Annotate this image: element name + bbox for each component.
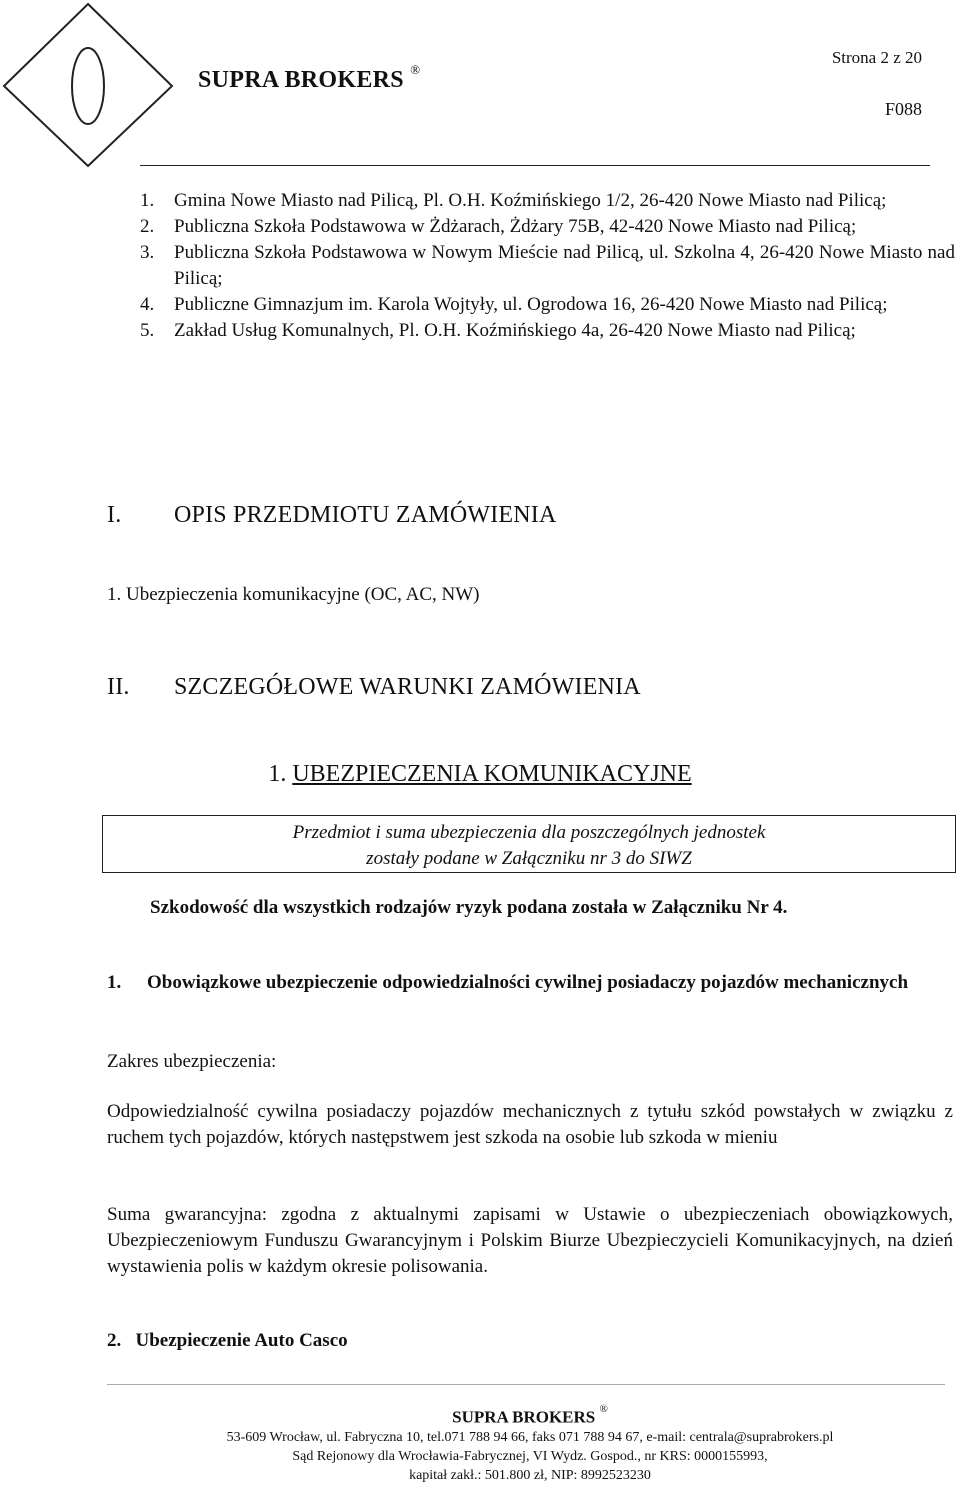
- scope-text: Odpowiedzialność cywilna posiadaczy pojazdów mechanicznych z tytułu szkód powstałych w związku z ruchem tych pojazdów, których następstwem jest szkoda na osobie lub szkoda w mieniu: [107, 1101, 953, 1148]
- page-number: Strona 2 z 20: [831, 48, 922, 67]
- sum-text: Suma gwarancyjna: zgodna z aktualnymi zapisami w Ustawie o ubezpieczeniach obowiązkowych, Ubezpieczeniowym Funduszu Gwarancyjnym i Polskim Biurze Ubezpieczycieli Komunikacyjnych, na dzień wystawienia polis w każdym okresie polisowania.: [107, 1204, 953, 1277]
- note-box: [102, 815, 956, 873]
- header-brand: SUPRA BROKERS ®: [198, 62, 421, 93]
- section-1-item: 1. Ubezpieczenia komunikacyjne (OC, AC, NW): [107, 584, 480, 605]
- footer-address: 53-609 Wrocław, ul. Fabryczna 10, tel.071 788 94 66, faks 071 788 94 67, e-mail: centrala@suprabrokers.pl: [226, 1430, 834, 1445]
- note-line: Przedmiot i suma ubezpieczenia dla poszczególnych jednostek: [292, 822, 766, 843]
- oc-heading: 1. Obowiązkowe ubezpieczenie odpowiedzialności cywilnej posiadaczy pojazdów mechanicznych: [107, 972, 909, 993]
- company-logo: [0, 0, 176, 170]
- list-item: 3. Publiczna Szkoła Podstawowa w Nowym Mieście nad Pilicą, ul. Szkolna 4, 26-420 Nowe Miasto nad Pilicą;: [140, 242, 955, 289]
- scope-label: Zakres ubezpieczenia:: [107, 1051, 277, 1072]
- list-item: 1. Gmina Nowe Miasto nad Pilicą, Pl. O.H. Koźmińskiego 1/2, 26-420 Nowe Miasto nad Pilicą;: [140, 190, 887, 211]
- registered-mark: ®: [410, 62, 421, 77]
- footer-brand: SUPRA BROKERS ®: [452, 1403, 608, 1427]
- footer-capital: kapitał zakł.: 501.800 zł, NIP: 8992523230: [409, 1468, 651, 1483]
- header-divider: [140, 165, 930, 166]
- footer-court: Sąd Rejonowy dla Wrocławia-Fabrycznej, VI Wydz. Gospod., nr KRS: 0000155993,: [292, 1449, 768, 1464]
- ac-heading: 2. Ubezpieczenie Auto Casco: [107, 1330, 348, 1351]
- list-item: 2. Publiczna Szkoła Podstawowa w Żdżarach, Żdżary 75B, 42-420 Nowe Miasto nad Pilicą;: [140, 216, 857, 237]
- footer-divider: [107, 1384, 945, 1385]
- section-1-heading: I. OPIS PRZEDMIOTU ZAMÓWIENIA: [107, 502, 557, 528]
- form-code: F088: [884, 99, 922, 119]
- subsection-title: 1. UBEZPIECZENIA KOMUNIKACYJNE: [268, 761, 692, 787]
- claims-note: Szkodowość dla wszystkich rodzajów ryzyk podana została w Załączniku Nr 4.: [150, 897, 788, 918]
- list-item: 4. Publiczne Gimnazjum im. Karola Wojtyły, ul. Ogrodowa 16, 26-420 Nowe Miasto nad Pilicą;: [140, 294, 888, 315]
- note-line: zostały podane w Załączniku nr 3 do SIWZ: [366, 848, 692, 869]
- locations-list: [140, 188, 955, 344]
- section-2-heading: II. SZCZEGÓŁOWE WARUNKI ZAMÓWIENIA: [107, 674, 641, 700]
- list-item: 5. Zakład Usług Komunalnych, Pl. O.H. Koźmińskiego 4a, 26-420 Nowe Miasto nad Pilicą;: [140, 320, 856, 341]
